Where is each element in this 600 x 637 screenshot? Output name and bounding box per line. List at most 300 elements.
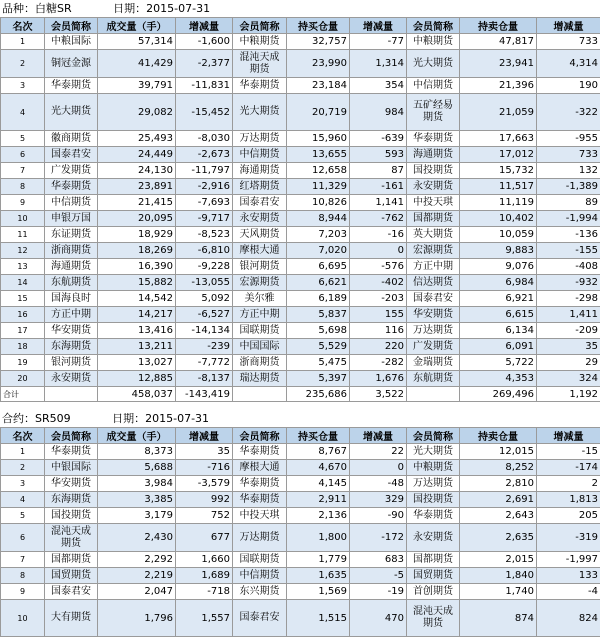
cell-long-position: 1,569	[287, 584, 350, 600]
cell-long-position: 2,136	[287, 508, 350, 524]
cell-volume: 2,430	[98, 524, 176, 552]
table-row	[1, 163, 600, 179]
cell-short-change: -322	[537, 94, 600, 131]
table-row	[1, 323, 600, 339]
cell-short-position: 2,810	[460, 476, 537, 492]
cell-volume-change: -2,377	[176, 50, 233, 78]
cell-member: 国泰君安	[407, 291, 460, 307]
cell-volume-change: -11,831	[176, 78, 233, 94]
cell-volume: 3,179	[98, 508, 176, 524]
cell-long-change: -402	[350, 275, 407, 291]
cell-member: 华安期货	[45, 323, 98, 339]
date-label: 日期：2015-07-31	[112, 410, 209, 427]
cell-member: 申银万国	[45, 211, 98, 227]
table-row	[1, 371, 600, 387]
column-header-member: 会员简称	[233, 18, 287, 34]
cell-member: 海通期货	[45, 259, 98, 275]
cell-rank: 5	[1, 508, 45, 524]
cell-rank: 13	[1, 259, 45, 275]
cell-long-change: 683	[350, 552, 407, 568]
cell-long-change: 220	[350, 339, 407, 355]
cell-short-change: 733	[537, 147, 600, 163]
cell-member: 广发期货	[407, 339, 460, 355]
cell-long-position: 5,698	[287, 323, 350, 339]
cell-long-position: 1,635	[287, 568, 350, 584]
cell-member: 国投期货	[407, 492, 460, 508]
table-row	[1, 131, 600, 147]
cell-short-position: 6,134	[460, 323, 537, 339]
cell-short-change: 133	[537, 568, 600, 584]
cell-short-position: 11,119	[460, 195, 537, 211]
cell-rank: 2	[1, 460, 45, 476]
cell-volume: 2,292	[98, 552, 176, 568]
cell-volume: 25,493	[98, 131, 176, 147]
cell-volume-change: -3,579	[176, 476, 233, 492]
cell-member: 东航期货	[45, 275, 98, 291]
cell-volume: 39,791	[98, 78, 176, 94]
cell-rank: 3	[1, 78, 45, 94]
cell-short-change: 1,411	[537, 307, 600, 323]
cell-volume: 16,390	[98, 259, 176, 275]
cell-member: 国联期货	[233, 323, 287, 339]
cell-long-position: 1,800	[287, 524, 350, 552]
table-row	[1, 78, 600, 94]
cell-member: 万达期货	[407, 476, 460, 492]
cell-member: 永安期货	[407, 179, 460, 195]
cell-short-change: -209	[537, 323, 600, 339]
cell-long-position: 13,655	[287, 147, 350, 163]
cell-member: 英大期货	[407, 227, 460, 243]
total-cell-rank: 合计	[1, 387, 45, 402]
column-header-long-change: 增减量	[350, 428, 407, 444]
cell-rank: 18	[1, 339, 45, 355]
cell-rank: 4	[1, 94, 45, 131]
cell-member: 中粮国际	[45, 34, 98, 50]
cell-member: 摩根大通	[233, 460, 287, 476]
cell-member: 万达期货	[407, 323, 460, 339]
table-row	[1, 291, 600, 307]
cell-short-position: 1,740	[460, 584, 537, 600]
cell-member: 中国国际	[233, 339, 287, 355]
cell-member: 华泰期货	[407, 131, 460, 147]
table-row	[1, 568, 600, 584]
total-cell-short-position: 269,496	[460, 387, 537, 402]
cell-member: 中粮期货	[233, 34, 287, 50]
cell-long-position: 5,529	[287, 339, 350, 355]
table-row	[1, 275, 600, 291]
date-label: 日期：2015-07-31	[113, 0, 210, 17]
cell-member: 中信期货	[45, 195, 98, 211]
cell-long-position: 2,911	[287, 492, 350, 508]
cell-volume: 12,885	[98, 371, 176, 387]
cell-volume-change: -9,717	[176, 211, 233, 227]
cell-member: 国都期货	[45, 552, 98, 568]
cell-long-position: 20,719	[287, 94, 350, 131]
table-row	[1, 307, 600, 323]
table-row	[1, 211, 600, 227]
cell-long-change: 0	[350, 243, 407, 259]
cell-short-position: 10,402	[460, 211, 537, 227]
cell-member: 中信期货	[233, 568, 287, 584]
cell-short-change: 132	[537, 163, 600, 179]
cell-long-change: 1,141	[350, 195, 407, 211]
cell-short-position: 17,012	[460, 147, 537, 163]
section-header-contract	[0, 410, 600, 427]
total-cell-member	[233, 387, 287, 402]
cell-member: 中粮期货	[407, 460, 460, 476]
cell-member: 国投期货	[45, 508, 98, 524]
cell-long-position: 8,767	[287, 444, 350, 460]
header-row	[1, 18, 600, 34]
cell-short-change: 89	[537, 195, 600, 211]
cell-volume: 2,219	[98, 568, 176, 584]
cell-volume-change: -8,523	[176, 227, 233, 243]
table-row	[1, 584, 600, 600]
table-row	[1, 147, 600, 163]
cell-member: 信达期货	[407, 275, 460, 291]
cell-volume: 13,211	[98, 339, 176, 355]
cell-short-change: -298	[537, 291, 600, 307]
cell-long-change: -576	[350, 259, 407, 275]
cell-member: 国泰君安	[233, 195, 287, 211]
cell-volume-change: 5,092	[176, 291, 233, 307]
cell-member: 光大期货	[45, 94, 98, 131]
cell-member: 混沌天成期货	[233, 50, 287, 78]
cell-short-position: 10,059	[460, 227, 537, 243]
table-row	[1, 195, 600, 211]
cell-member: 方正中期	[45, 307, 98, 323]
cell-member: 永安期货	[233, 211, 287, 227]
column-header-volume-change: 增减量	[176, 18, 233, 34]
cell-short-position: 6,984	[460, 275, 537, 291]
column-header-volume: 成交量（手）	[98, 18, 176, 34]
cell-long-change: 354	[350, 78, 407, 94]
cell-volume-change: -6,527	[176, 307, 233, 323]
cell-volume-change: -15,452	[176, 94, 233, 131]
cell-volume: 20,095	[98, 211, 176, 227]
cell-member: 国海良时	[45, 291, 98, 307]
cell-member: 中信期货	[233, 147, 287, 163]
cell-volume: 13,027	[98, 355, 176, 371]
cell-short-change: -319	[537, 524, 600, 552]
column-header-member: 会员简称	[45, 18, 98, 34]
contract-ranking-table	[0, 427, 600, 637]
cell-short-change: 35	[537, 339, 600, 355]
cell-volume-change: 992	[176, 492, 233, 508]
cell-short-position: 21,396	[460, 78, 537, 94]
cell-rank: 9	[1, 195, 45, 211]
table-row	[1, 243, 600, 259]
cell-member: 广发期货	[45, 163, 98, 179]
column-header-long-position: 持买仓量	[287, 18, 350, 34]
section-gap	[0, 402, 600, 410]
cell-volume-change: -7,772	[176, 355, 233, 371]
cell-short-position: 1,840	[460, 568, 537, 584]
column-header-short-position: 持卖仓量	[460, 18, 537, 34]
cell-member: 国泰君安	[45, 147, 98, 163]
cell-long-change: 984	[350, 94, 407, 131]
cell-rank: 6	[1, 147, 45, 163]
column-header-long-position: 持买仓量	[287, 428, 350, 444]
cell-member: 万达期货	[233, 131, 287, 147]
cell-long-change: 1,314	[350, 50, 407, 78]
cell-long-change: 0	[350, 460, 407, 476]
cell-rank: 12	[1, 243, 45, 259]
cell-short-change: 29	[537, 355, 600, 371]
cell-long-change: -77	[350, 34, 407, 50]
cell-member: 银河期货	[233, 259, 287, 275]
cell-volume-change: -9,228	[176, 259, 233, 275]
cell-member: 东证期货	[45, 227, 98, 243]
cell-long-position: 11,329	[287, 179, 350, 195]
cell-member: 海通期货	[233, 163, 287, 179]
cell-rank: 6	[1, 524, 45, 552]
cell-long-position: 23,184	[287, 78, 350, 94]
column-header-member: 会员简称	[45, 428, 98, 444]
cell-short-change: -1,389	[537, 179, 600, 195]
cell-member: 五矿经易期货	[407, 94, 460, 131]
cell-member: 摩根大通	[233, 243, 287, 259]
cell-volume: 18,929	[98, 227, 176, 243]
cell-volume: 18,269	[98, 243, 176, 259]
cell-short-position: 9,883	[460, 243, 537, 259]
column-header-member: 会员简称	[407, 428, 460, 444]
cell-long-position: 6,621	[287, 275, 350, 291]
cell-member: 华泰期货	[45, 444, 98, 460]
cell-short-position: 2,643	[460, 508, 537, 524]
cell-rank: 19	[1, 355, 45, 371]
table-row	[1, 492, 600, 508]
cell-volume-change: 1,660	[176, 552, 233, 568]
cell-short-position: 5,722	[460, 355, 537, 371]
cell-member: 铜冠金源	[45, 50, 98, 78]
cell-short-change: -1,997	[537, 552, 600, 568]
cell-member: 华泰期货	[233, 476, 287, 492]
cell-member: 天风期货	[233, 227, 287, 243]
cell-member: 国投期货	[407, 163, 460, 179]
cell-rank: 4	[1, 492, 45, 508]
cell-member: 华泰期货	[233, 492, 287, 508]
table-row	[1, 476, 600, 492]
cell-volume-change: -7,693	[176, 195, 233, 211]
cell-short-position: 2,691	[460, 492, 537, 508]
cell-volume: 3,984	[98, 476, 176, 492]
cell-member: 光大期货	[407, 50, 460, 78]
column-header-rank: 名次	[1, 428, 45, 444]
cell-member: 东兴期货	[233, 584, 287, 600]
column-header-volume-change: 增减量	[176, 428, 233, 444]
cell-member: 中投天琪	[407, 195, 460, 211]
cell-short-position: 874	[460, 600, 537, 637]
table-row	[1, 34, 600, 50]
cell-member: 国贸期货	[407, 568, 460, 584]
cell-volume-change: -2,673	[176, 147, 233, 163]
cell-member: 海通期货	[407, 147, 460, 163]
cell-volume: 8,373	[98, 444, 176, 460]
cell-volume: 5,688	[98, 460, 176, 476]
cell-member: 华泰期货	[407, 508, 460, 524]
cell-volume-change: -11,797	[176, 163, 233, 179]
cell-rank: 10	[1, 211, 45, 227]
cell-member: 美尔雅	[233, 291, 287, 307]
cell-member: 银河期货	[45, 355, 98, 371]
cell-rank: 3	[1, 476, 45, 492]
cell-long-position: 23,990	[287, 50, 350, 78]
total-cell-volume-change: -143,419	[176, 387, 233, 402]
cell-member: 国泰君安	[233, 600, 287, 637]
cell-short-change: -4	[537, 584, 600, 600]
cell-long-position: 7,203	[287, 227, 350, 243]
cell-long-position: 1,515	[287, 600, 350, 637]
cell-volume-change: -716	[176, 460, 233, 476]
cell-volume: 21,415	[98, 195, 176, 211]
cell-long-change: -5	[350, 568, 407, 584]
cell-long-change: 155	[350, 307, 407, 323]
cell-volume-change: -2,916	[176, 179, 233, 195]
cell-member: 金瑞期货	[407, 355, 460, 371]
cell-long-position: 7,020	[287, 243, 350, 259]
cell-long-change: 116	[350, 323, 407, 339]
cell-rank: 17	[1, 323, 45, 339]
cell-long-position: 15,960	[287, 131, 350, 147]
cell-volume: 2,047	[98, 584, 176, 600]
cell-volume-change: -8,137	[176, 371, 233, 387]
cell-long-change: 1,676	[350, 371, 407, 387]
cell-short-position: 4,353	[460, 371, 537, 387]
cell-short-change: -136	[537, 227, 600, 243]
table-row	[1, 460, 600, 476]
cell-rank: 1	[1, 34, 45, 50]
total-cell-long-position: 235,686	[287, 387, 350, 402]
cell-short-position: 15,732	[460, 163, 537, 179]
cell-volume: 1,796	[98, 600, 176, 637]
cell-rank: 1	[1, 444, 45, 460]
cell-long-position: 12,658	[287, 163, 350, 179]
cell-long-change: -762	[350, 211, 407, 227]
cell-volume-change: -13,055	[176, 275, 233, 291]
cell-rank: 7	[1, 163, 45, 179]
cell-member: 中信期货	[407, 78, 460, 94]
cell-member: 东海期货	[45, 339, 98, 355]
cell-long-change: 329	[350, 492, 407, 508]
cell-member: 瑞达期货	[233, 371, 287, 387]
cell-member: 中粮期货	[407, 34, 460, 50]
cell-volume-change: -6,810	[176, 243, 233, 259]
cell-short-position: 6,091	[460, 339, 537, 355]
cell-volume-change: -14,134	[176, 323, 233, 339]
cell-member: 华泰期货	[233, 78, 287, 94]
cell-member: 宏源期货	[233, 275, 287, 291]
table-row	[1, 524, 600, 552]
cell-long-position: 6,695	[287, 259, 350, 275]
cell-short-change: -408	[537, 259, 600, 275]
cell-member: 混沌天成期货	[45, 524, 98, 552]
cell-rank: 8	[1, 179, 45, 195]
cell-member: 宏源期货	[407, 243, 460, 259]
table-row	[1, 355, 600, 371]
cell-short-change: 205	[537, 508, 600, 524]
cell-short-change: 4,314	[537, 50, 600, 78]
cell-rank: 10	[1, 600, 45, 637]
cell-member: 永安期货	[407, 524, 460, 552]
table-row	[1, 227, 600, 243]
cell-short-position: 6,615	[460, 307, 537, 323]
table-row	[1, 339, 600, 355]
cell-volume-change: 677	[176, 524, 233, 552]
cell-member: 东航期货	[407, 371, 460, 387]
cell-long-position: 10,826	[287, 195, 350, 211]
cell-rank: 14	[1, 275, 45, 291]
cell-short-change: -955	[537, 131, 600, 147]
table-row	[1, 600, 600, 637]
cell-volume-change: 1,689	[176, 568, 233, 584]
cell-short-change: -1,994	[537, 211, 600, 227]
cell-member: 国联期货	[233, 552, 287, 568]
cell-short-position: 12,015	[460, 444, 537, 460]
cell-long-position: 6,189	[287, 291, 350, 307]
cell-volume: 24,449	[98, 147, 176, 163]
column-header-volume: 成交量（手）	[98, 428, 176, 444]
cell-member: 华安期货	[45, 476, 98, 492]
cell-short-change: 2	[537, 476, 600, 492]
cell-volume: 3,385	[98, 492, 176, 508]
cell-short-change: -174	[537, 460, 600, 476]
cell-member: 浙商期货	[45, 243, 98, 259]
cell-volume: 23,891	[98, 179, 176, 195]
cell-volume-change: -718	[176, 584, 233, 600]
cell-long-change: -639	[350, 131, 407, 147]
cell-volume: 15,882	[98, 275, 176, 291]
cell-rank: 16	[1, 307, 45, 323]
variety-label: 品种：白糖SR	[2, 0, 72, 17]
cell-long-position: 4,670	[287, 460, 350, 476]
cell-member: 混沌天成期货	[407, 600, 460, 637]
cell-member: 大有期货	[45, 600, 98, 637]
cell-volume: 14,542	[98, 291, 176, 307]
cell-short-position: 2,015	[460, 552, 537, 568]
cell-volume-change: -8,030	[176, 131, 233, 147]
cell-long-position: 32,757	[287, 34, 350, 50]
cell-volume: 57,314	[98, 34, 176, 50]
cell-long-change: -48	[350, 476, 407, 492]
cell-member: 中投天琪	[233, 508, 287, 524]
total-cell-member	[45, 387, 98, 402]
cell-member: 国泰君安	[45, 584, 98, 600]
table-row	[1, 94, 600, 131]
cell-short-position: 9,076	[460, 259, 537, 275]
cell-short-change: 1,813	[537, 492, 600, 508]
table-row	[1, 444, 600, 460]
cell-long-change: -282	[350, 355, 407, 371]
cell-short-change: -15	[537, 444, 600, 460]
cell-long-change: -16	[350, 227, 407, 243]
cell-volume: 24,130	[98, 163, 176, 179]
cell-member: 国都期货	[407, 211, 460, 227]
column-header-rank: 名次	[1, 18, 45, 34]
cell-rank: 2	[1, 50, 45, 78]
cell-short-change: 190	[537, 78, 600, 94]
table-row	[1, 552, 600, 568]
cell-rank: 8	[1, 568, 45, 584]
cell-member: 华泰期货	[45, 78, 98, 94]
table-row	[1, 179, 600, 195]
cell-volume-change: -239	[176, 339, 233, 355]
cell-volume: 41,429	[98, 50, 176, 78]
cell-rank: 15	[1, 291, 45, 307]
cell-long-change: -161	[350, 179, 407, 195]
table-row	[1, 259, 600, 275]
cell-short-change: -932	[537, 275, 600, 291]
